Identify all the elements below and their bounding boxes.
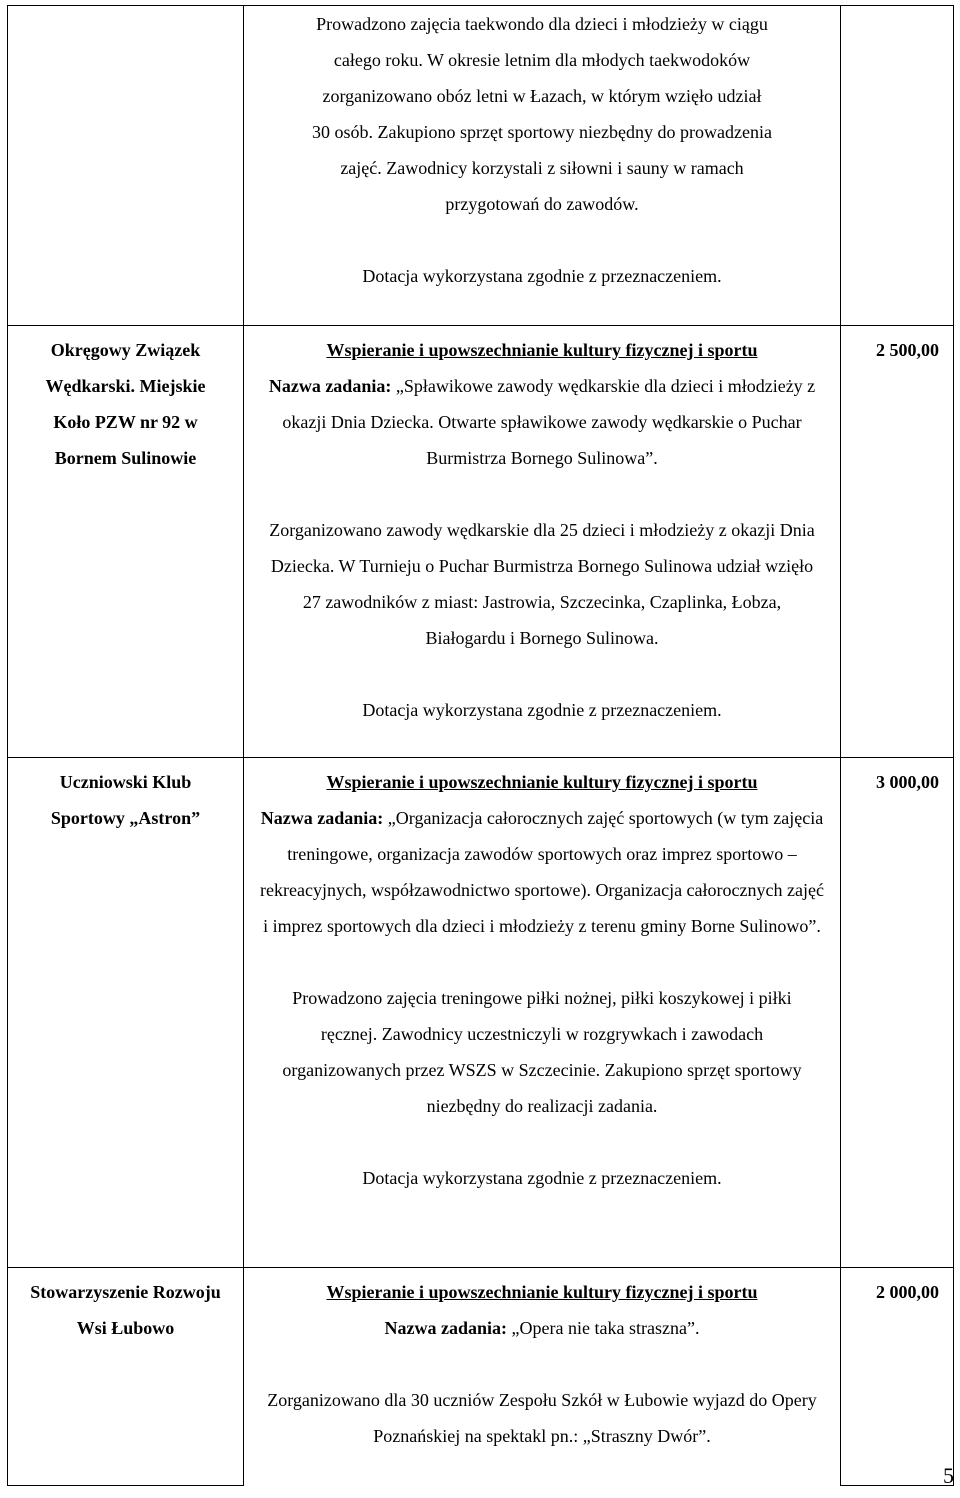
amount-cell [841, 326, 954, 758]
description-cell [244, 758, 841, 1268]
task-category-heading: Wspieranie i upowszechnianie kultury fizycznej i sportu [326, 1282, 758, 1302]
organization-cell [8, 758, 244, 1268]
description-cell [244, 6, 841, 326]
task-name [252, 1310, 832, 1346]
task-name-label: Nazwa zadania: [260, 808, 384, 828]
task-name-text: „Opera nie taka straszna”. [511, 1318, 700, 1338]
report-paragraph: Prowadzono zajęcia taekwondo dla dzieci i młodzieży w ciągu całego roku. W okresie letnim dla młodych taekwodoków zorganizowano obóz letni w Łazach, w którym wzięło udział 30 osób. Zakupiono sprzęt sportowy niezbędny do prowadzenia zajęć. Zawodnicy korzystali z siłowni i sauny w ramach przygotowań do zawodów. [312, 14, 772, 214]
task-category-heading: Wspieranie i upowszechnianie kultury fizycznej i sportu [326, 772, 758, 792]
description-cell [244, 326, 841, 758]
dotacja-note: Dotacja wykorzystana zgodnie z przeznaczeniem. [362, 266, 722, 286]
table-row [8, 6, 954, 326]
organization-name: Uczniowski Klub Sportowy „Astron” [50, 772, 201, 828]
organization-cell [8, 326, 244, 758]
task-category-heading: Wspieranie i upowszechnianie kultury fizycznej i sportu [326, 340, 758, 360]
report-paragraph: Prowadzono zajęcia treningowe piłki nożnej, piłki koszykowej i piłki ręcznej. Zawodnicy uczestniczyli w rozgrywkach i zawodach organizowanych przez WSZS w Szczecinie. Zakupiono sprzęt sportowy niezbędny do realizacji zadania. [282, 988, 802, 1116]
dotacja-note: Dotacja wykorzystana zgodnie z przeznaczeniem. [362, 1168, 722, 1188]
report-paragraph: Zorganizowano dla 30 uczniów Zespołu Szkół w Łubowie wyjazd do Opery Poznańskiej na spektakl pn.: „Straszny Dwór”. [267, 1390, 817, 1446]
table-row [8, 758, 954, 1268]
table-row [8, 1268, 954, 1486]
table-row [8, 326, 954, 758]
task-name-label: Nazwa zadania: [268, 376, 392, 396]
amount-cell [841, 6, 954, 326]
description-cell [244, 1268, 841, 1486]
grant-amount: 3 000,00 [876, 772, 939, 792]
grants-table [7, 5, 954, 1486]
report-paragraph: Zorganizowano zawody wędkarskie dla 25 dzieci i młodzieży z okazji Dnia Dziecka. W Turnieju o Puchar Burmistrza Bornego Sulinowa udział wzięło 27 zawodników z miast: Jastrowia, Szczecinka, Czaplinka, Łobza, Białogardu i Bornego Sulinowa. [269, 520, 815, 648]
amount-cell [841, 758, 954, 1268]
task-name [252, 800, 832, 944]
organization-name: Okręgowy Związek Wędkarski. Miejskie Koło PZW nr 92 w Bornem Sulinowie [45, 340, 206, 468]
organization-cell [8, 1268, 244, 1486]
task-name-label: Nazwa zadania: [384, 1318, 508, 1338]
grant-amount: 2 000,00 [876, 1282, 939, 1302]
task-name [252, 368, 832, 476]
grant-amount: 2 500,00 [876, 340, 939, 360]
page-number: 5 [943, 1463, 954, 1488]
task-name-text: „Spławikowe zawody wędkarskie dla dzieci i młodzieży z okazji Dnia Dziecka. Otwarte spławikowe zawody wędkarskie o Puchar Burmistrza Bornego Sulinowa”. [282, 376, 816, 468]
organization-name: Stowarzyszenie Rozwoju Wsi Łubowo [30, 1282, 221, 1338]
dotacja-note: Dotacja wykorzystana zgodnie z przeznaczeniem. [362, 700, 722, 720]
organization-cell [8, 6, 244, 326]
task-name-text: „Organizacja całorocznych zajęć sportowych (w tym zajęcia treningowe, organizacja zawodów sportowych oraz imprez sportowo – rekreacyjnych, współzawodnictwo sportowe). Organizacja całorocznych zajęć i imprez sportowych dla dzieci i młodzieży z terenu gminy Borne Sulinowo”. [260, 808, 824, 936]
amount-cell [841, 1268, 954, 1486]
